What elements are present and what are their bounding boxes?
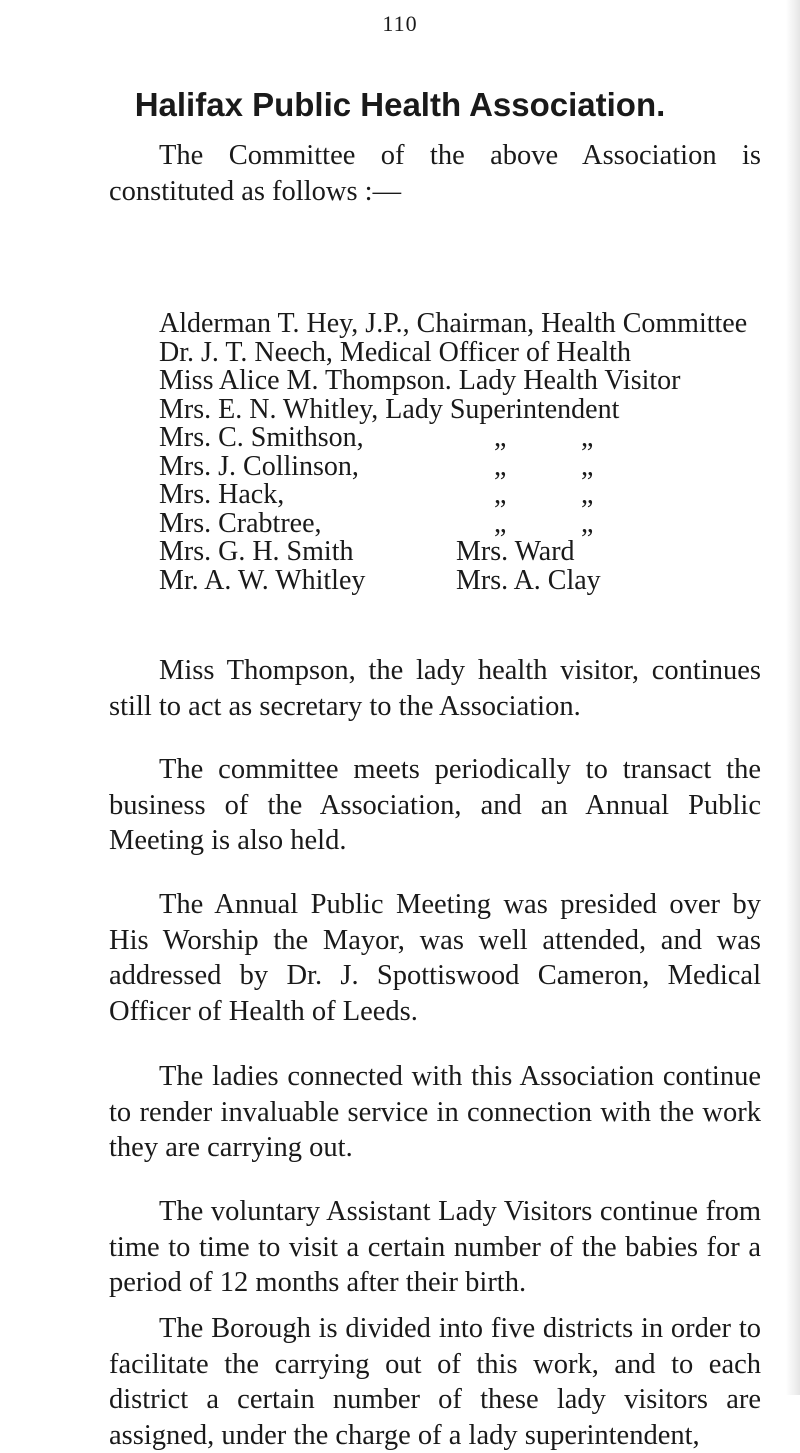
member-row [159,450,747,482]
member-name: Mrs. C. Smithson, [159,422,364,453]
member-line: Mrs. E. N. Whitley, Lady Superintendent [159,393,620,425]
body-paragraph: Miss Thompson, the lady health visitor, continues still to act as secretary to the Association. [109,655,761,722]
member-name: Mrs. Ward [456,536,575,567]
committee-member-list [159,310,747,595]
page-edge-shadow [786,0,800,1395]
intro-paragraph: The Committee of the above Association is constituted as follows :— [109,140,761,207]
member-name: Mr. A. W. Whitley [159,564,366,596]
ditto-mark: „ [581,422,594,453]
member-name: Mrs. A. Clay [456,564,601,596]
member-row [159,507,747,539]
member-name: Mrs. J. Collinson, [159,450,359,482]
ditto-mark: „ [494,507,507,539]
ditto-mark: „ [494,450,507,482]
member-row [159,424,747,453]
member-name: Mrs. Hack, [159,479,285,510]
body-paragraph: The ladies connected with this Association continue to render invaluable service in connection with the work they are carrying out. [109,1061,761,1163]
ditto-mark: „ [494,422,507,453]
ditto-mark: „ [581,450,594,482]
body-paragraph: The voluntary Assistant Lady Visitors continue from time to time to visit a certain number of the babies for a period of 12 months after their birth. [109,1196,761,1298]
member-row [159,481,747,510]
body-paragraph: The Borough is divided into five districts in order to facilitate the carrying out of this work, and to each district a certain number of these lady visitors are assigned, under the charge of a lady superintendent, [109,1313,761,1451]
member-line: Dr. J. T. Neech, Medical Officer of Health [159,336,631,368]
page-title: Halifax Public Health Association. [134,86,666,123]
member-line: Miss Alice M. Thompson. Lady Health Visitor [159,365,681,396]
ditto-mark: „ [581,507,594,539]
page-number: 110 [382,11,418,36]
body-paragraph: The committee meets periodically to transact the business of the Association, and an Annual Public Meeting is also held. [109,754,761,856]
member-row [159,564,747,596]
ditto-mark: „ [581,479,594,510]
body-paragraph: The Annual Public Meeting was presided over by His Worship the Mayor, was well attended, and was addressed by Dr. J. Spottiswood Cameron, Medical Officer of Health of Leeds. [109,889,761,1027]
member-row [159,538,747,567]
member-name: Mrs. Crabtree, [159,507,322,539]
member-name: Mrs. G. H. Smith [159,536,354,567]
member-line: Alderman T. Hey, J.P., Chairman, Health Committee [159,308,748,339]
ditto-mark: „ [494,479,507,510]
